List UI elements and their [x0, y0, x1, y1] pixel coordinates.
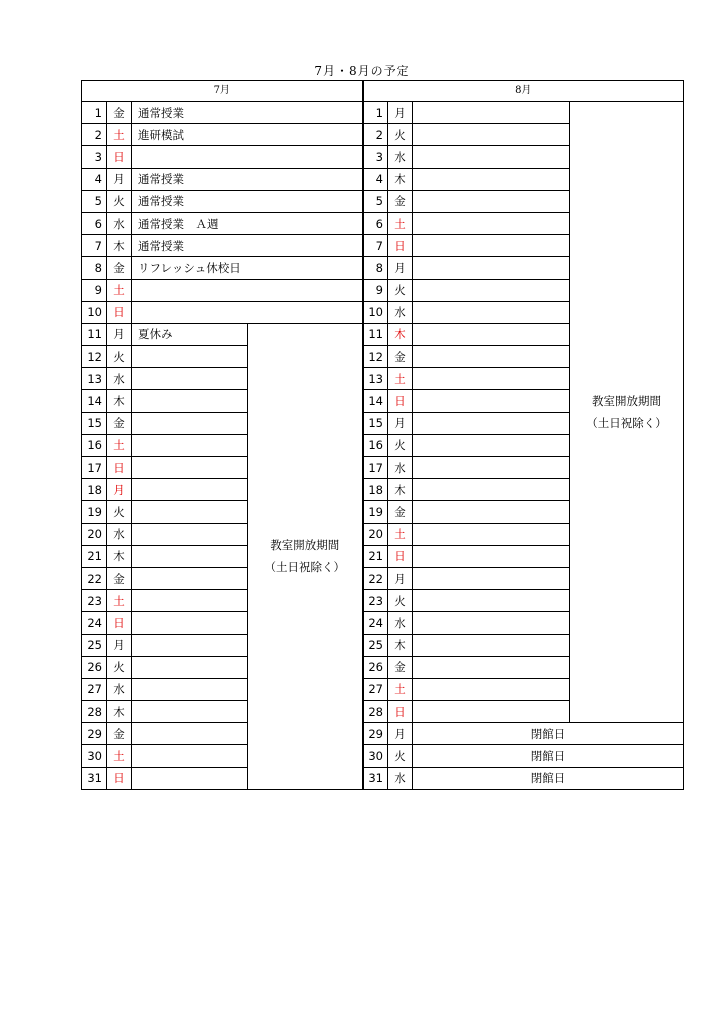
weekday: 日 — [388, 545, 413, 567]
event-cell — [132, 346, 248, 368]
day-number: 23 — [82, 590, 107, 612]
day-number: 17 — [363, 457, 388, 479]
weekday: 水 — [107, 678, 132, 700]
day-number: 5 — [363, 190, 388, 212]
closed-day-cell: 閉館日 — [413, 767, 684, 789]
event-cell — [413, 479, 570, 501]
weekday: 水 — [107, 368, 132, 390]
event-cell — [413, 634, 570, 656]
event-cell — [413, 124, 570, 146]
day-number: 8 — [82, 257, 107, 279]
event-cell — [132, 745, 248, 767]
event-cell — [132, 279, 363, 301]
weekday: 木 — [107, 390, 132, 412]
day-number: 28 — [363, 701, 388, 723]
day-number: 22 — [82, 567, 107, 589]
weekday: 土 — [107, 279, 132, 301]
event-cell — [413, 523, 570, 545]
event-cell: 通常授業 — [132, 235, 363, 257]
day-number: 15 — [82, 412, 107, 434]
weekday: 土 — [388, 678, 413, 700]
day-number: 13 — [82, 368, 107, 390]
event-cell — [413, 656, 570, 678]
weekday: 水 — [107, 212, 132, 234]
event-cell — [132, 146, 363, 168]
weekday: 月 — [107, 168, 132, 190]
day-number: 13 — [363, 368, 388, 390]
table-row — [82, 767, 684, 789]
day-number: 24 — [363, 612, 388, 634]
day-number: 14 — [363, 390, 388, 412]
event-cell — [413, 457, 570, 479]
weekday: 日 — [107, 767, 132, 789]
day-number: 20 — [82, 523, 107, 545]
weekday: 土 — [107, 124, 132, 146]
event-cell — [413, 368, 570, 390]
event-cell: 夏休み — [132, 323, 248, 345]
weekday: 土 — [388, 368, 413, 390]
table-row — [82, 745, 684, 767]
weekday: 金 — [107, 102, 132, 124]
weekday: 土 — [107, 590, 132, 612]
weekday: 日 — [388, 701, 413, 723]
weekday: 日 — [107, 612, 132, 634]
event-cell — [132, 701, 248, 723]
open-period-label: 教室開放期間 — [270, 538, 340, 553]
day-number: 11 — [82, 323, 107, 345]
weekday: 土 — [388, 523, 413, 545]
weekday: 火 — [107, 190, 132, 212]
event-cell — [413, 146, 570, 168]
day-number: 8 — [363, 257, 388, 279]
weekday: 月 — [388, 567, 413, 589]
closed-day-cell: 閉館日 — [413, 745, 684, 767]
day-number: 14 — [82, 390, 107, 412]
event-cell — [132, 368, 248, 390]
day-number: 10 — [363, 301, 388, 323]
weekday: 金 — [388, 656, 413, 678]
event-cell — [413, 501, 570, 523]
weekday: 土 — [107, 745, 132, 767]
weekday: 日 — [107, 457, 132, 479]
weekday: 月 — [388, 257, 413, 279]
weekday: 土 — [107, 434, 132, 456]
weekday: 金 — [107, 567, 132, 589]
event-cell — [413, 212, 570, 234]
event-cell — [132, 567, 248, 589]
day-number: 20 — [363, 523, 388, 545]
weekday: 月 — [107, 323, 132, 345]
event-cell — [413, 346, 570, 368]
day-number: 26 — [82, 656, 107, 678]
weekday: 火 — [388, 124, 413, 146]
weekday: 水 — [107, 523, 132, 545]
weekday: 月 — [388, 412, 413, 434]
day-number: 1 — [363, 102, 388, 124]
event-cell — [132, 723, 248, 745]
day-number: 22 — [363, 567, 388, 589]
event-cell — [413, 701, 570, 723]
weekday: 金 — [388, 346, 413, 368]
open-period-note — [570, 102, 684, 723]
weekday: 木 — [107, 235, 132, 257]
open-period-note — [248, 323, 363, 789]
day-number: 29 — [82, 723, 107, 745]
event-cell — [413, 279, 570, 301]
open-period-label: 教室開放期間 — [592, 394, 661, 409]
weekday: 日 — [388, 235, 413, 257]
event-cell — [132, 545, 248, 567]
weekday: 木 — [388, 634, 413, 656]
event-cell — [132, 301, 363, 323]
day-number: 30 — [363, 745, 388, 767]
weekday: 月 — [388, 102, 413, 124]
event-cell — [413, 678, 570, 700]
day-number: 3 — [363, 146, 388, 168]
weekday: 金 — [107, 723, 132, 745]
event-cell — [132, 479, 248, 501]
event-cell: 通常授業 — [132, 190, 363, 212]
day-number: 15 — [363, 412, 388, 434]
day-number: 12 — [82, 346, 107, 368]
event-cell: 通常授業 Ａ週 — [132, 212, 363, 234]
weekday: 火 — [388, 745, 413, 767]
weekday: 水 — [388, 301, 413, 323]
day-number: 17 — [82, 457, 107, 479]
day-number: 31 — [82, 767, 107, 789]
event-cell — [132, 390, 248, 412]
event-cell — [413, 390, 570, 412]
weekday: 木 — [107, 545, 132, 567]
event-cell — [132, 767, 248, 789]
event-cell — [413, 545, 570, 567]
weekday: 日 — [107, 146, 132, 168]
event-cell — [413, 190, 570, 212]
day-number: 11 — [363, 323, 388, 345]
weekday: 火 — [388, 434, 413, 456]
day-number: 12 — [363, 346, 388, 368]
day-number: 4 — [82, 168, 107, 190]
day-number: 2 — [82, 124, 107, 146]
day-number: 27 — [82, 678, 107, 700]
day-number: 24 — [82, 612, 107, 634]
day-number: 5 — [82, 190, 107, 212]
weekday: 土 — [388, 212, 413, 234]
day-number: 28 — [82, 701, 107, 723]
day-number: 16 — [82, 434, 107, 456]
event-cell — [413, 434, 570, 456]
day-number: 29 — [363, 723, 388, 745]
event-cell — [132, 612, 248, 634]
day-number: 18 — [363, 479, 388, 501]
day-number: 6 — [82, 212, 107, 234]
july-header: 7月 — [82, 81, 363, 102]
closed-day-cell: 閉館日 — [413, 723, 684, 745]
event-cell — [132, 457, 248, 479]
event-cell — [132, 634, 248, 656]
open-period-condition: （土日祝除く） — [264, 560, 345, 575]
weekday: 月 — [107, 479, 132, 501]
weekday: 木 — [388, 323, 413, 345]
day-number: 7 — [363, 235, 388, 257]
day-number: 19 — [82, 501, 107, 523]
weekday: 日 — [107, 301, 132, 323]
weekday: 火 — [107, 501, 132, 523]
day-number: 9 — [363, 279, 388, 301]
weekday: 金 — [388, 501, 413, 523]
weekday: 金 — [107, 412, 132, 434]
event-cell: 通常授業 — [132, 168, 363, 190]
weekday: 水 — [388, 457, 413, 479]
weekday: 火 — [388, 279, 413, 301]
august-header: 8月 — [363, 81, 684, 102]
day-number: 25 — [82, 634, 107, 656]
day-number: 31 — [363, 767, 388, 789]
day-number: 7 — [82, 235, 107, 257]
day-number: 21 — [82, 545, 107, 567]
day-number: 3 — [82, 146, 107, 168]
day-number: 19 — [363, 501, 388, 523]
event-cell: 通常授業 — [132, 102, 363, 124]
weekday: 水 — [388, 146, 413, 168]
event-cell — [413, 612, 570, 634]
day-number: 23 — [363, 590, 388, 612]
day-number: 16 — [363, 434, 388, 456]
event-cell: リフレッシュ休校日 — [132, 257, 363, 279]
event-cell — [132, 678, 248, 700]
weekday: 火 — [107, 656, 132, 678]
event-cell: 進研模試 — [132, 124, 363, 146]
day-number: 25 — [363, 634, 388, 656]
day-number: 1 — [82, 102, 107, 124]
weekday: 木 — [107, 701, 132, 723]
weekday: 火 — [388, 590, 413, 612]
day-number: 26 — [363, 656, 388, 678]
day-number: 4 — [363, 168, 388, 190]
open-period-condition: （土日祝除く） — [586, 416, 667, 431]
event-cell — [132, 590, 248, 612]
event-cell — [413, 567, 570, 589]
event-cell — [132, 501, 248, 523]
day-number: 18 — [82, 479, 107, 501]
event-cell — [413, 168, 570, 190]
day-number: 9 — [82, 279, 107, 301]
weekday: 火 — [107, 346, 132, 368]
weekday: 月 — [388, 723, 413, 745]
table-row — [82, 723, 684, 745]
schedule-table — [81, 80, 684, 790]
event-cell — [132, 523, 248, 545]
page-title: 7月・8月の予定 — [314, 64, 410, 78]
day-number: 27 — [363, 678, 388, 700]
event-cell — [413, 102, 570, 124]
weekday: 木 — [388, 168, 413, 190]
weekday: 月 — [107, 634, 132, 656]
event-cell — [413, 257, 570, 279]
table-row — [82, 102, 684, 124]
event-cell — [413, 412, 570, 434]
weekday: 木 — [388, 479, 413, 501]
weekday: 日 — [388, 390, 413, 412]
day-number: 10 — [82, 301, 107, 323]
day-number: 21 — [363, 545, 388, 567]
day-number: 6 — [363, 212, 388, 234]
event-cell — [132, 434, 248, 456]
event-cell — [413, 235, 570, 257]
day-number: 2 — [363, 124, 388, 146]
event-cell — [413, 323, 570, 345]
event-cell — [413, 590, 570, 612]
event-cell — [132, 656, 248, 678]
event-cell — [413, 301, 570, 323]
weekday: 金 — [107, 257, 132, 279]
event-cell — [132, 412, 248, 434]
weekday: 水 — [388, 767, 413, 789]
weekday: 金 — [388, 190, 413, 212]
weekday: 水 — [388, 612, 413, 634]
day-number: 30 — [82, 745, 107, 767]
